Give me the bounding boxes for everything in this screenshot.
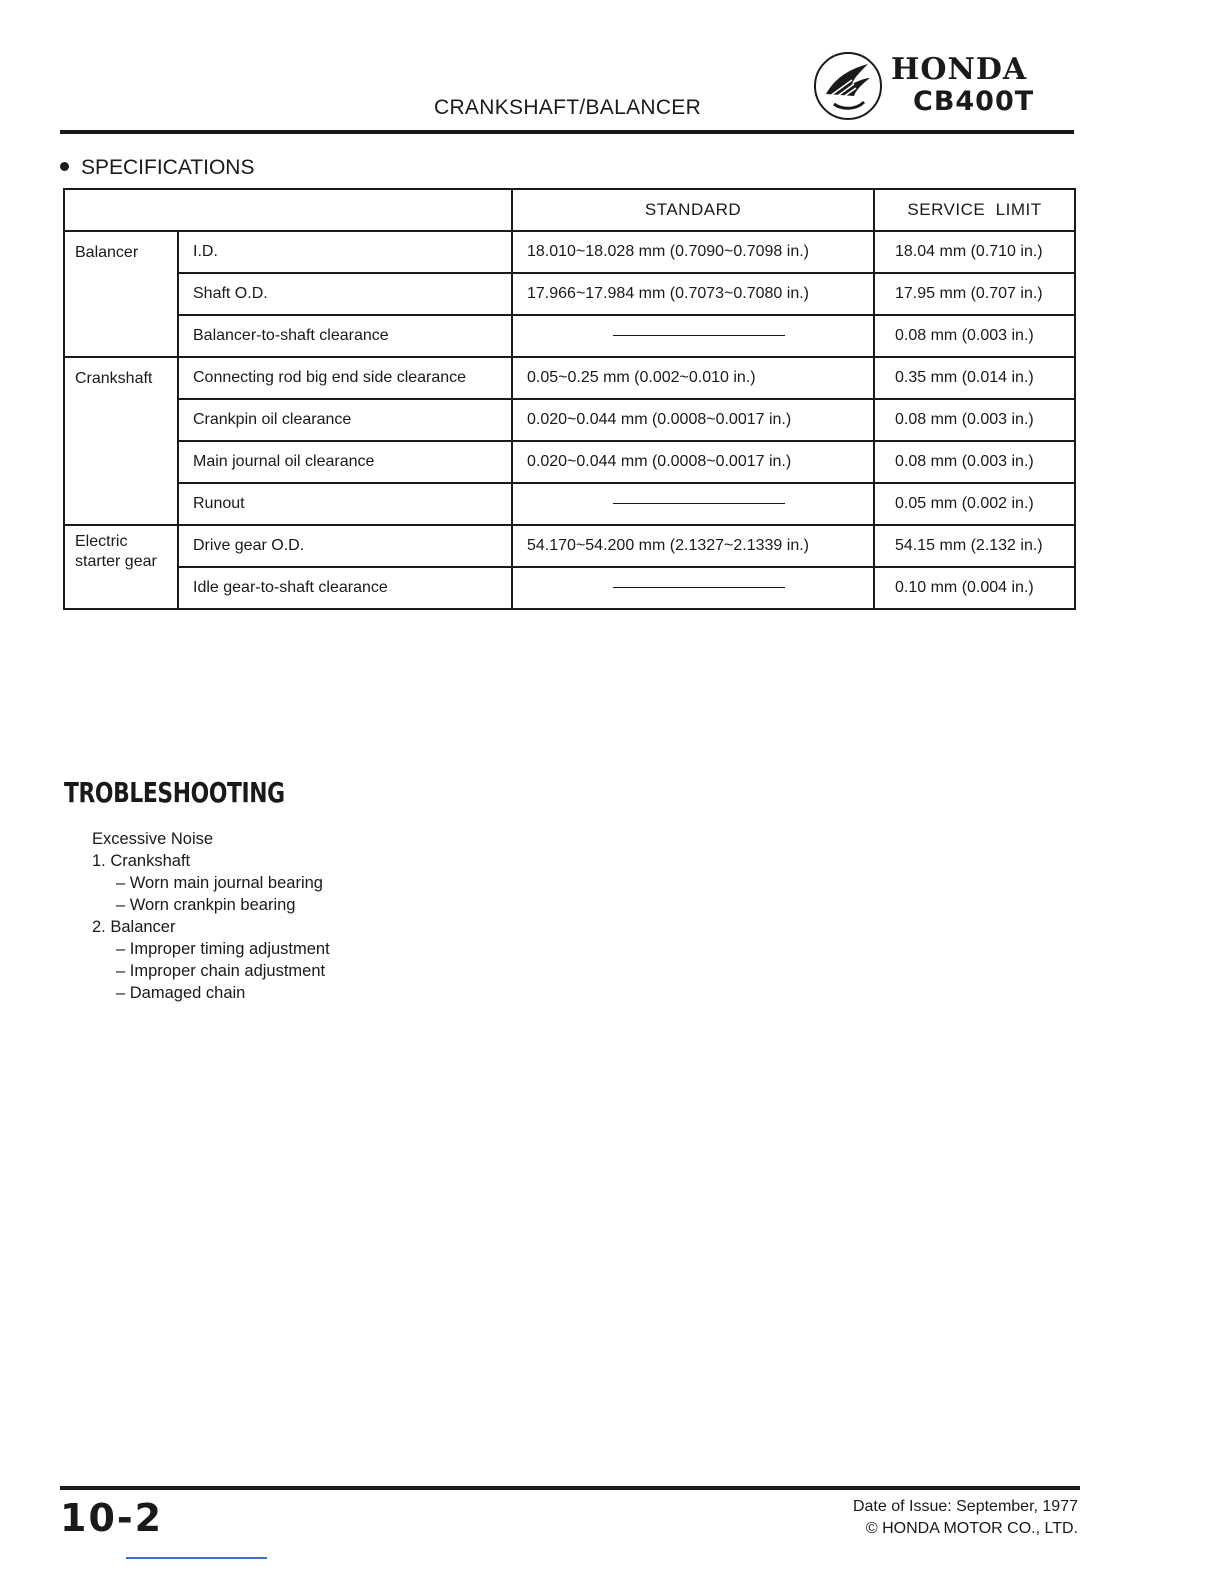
troubleshooting-list (92, 828, 330, 1004)
table-row (64, 483, 1075, 525)
honda-wing-emblem-icon (812, 50, 884, 122)
row-limit: 0.08 mm (0.003 in.) (874, 441, 1075, 483)
specifications-heading: SPECIFICATIONS (60, 156, 254, 180)
troubleshooting-heading: TROBLESHOOTING (64, 776, 285, 809)
dash-line (613, 335, 785, 336)
table-row (64, 357, 1075, 399)
row-item: Balancer-to-shaft clearance (178, 315, 512, 357)
dash-line (613, 587, 785, 588)
row-standard: 0.05~0.25 mm (0.002~0.010 in.) (512, 357, 874, 399)
column-header-item (64, 189, 512, 231)
table-row (64, 525, 1075, 567)
table-row (64, 399, 1075, 441)
group-balancer: Balancer (64, 231, 178, 357)
cause-item: – Improper timing adjustment (116, 940, 330, 958)
row-item: Crankpin oil clearance (178, 399, 512, 441)
header-rule (60, 130, 1074, 134)
date-of-issue: Date of Issue: September, 1977 (852, 1498, 1078, 1515)
row-item: Shaft O.D. (178, 273, 512, 315)
row-standard: 0.020~0.044 mm (0.0008~0.0017 in.) (512, 399, 874, 441)
list-item: 1. Crankshaft (92, 852, 191, 870)
specifications-table (63, 188, 1076, 610)
row-limit: 0.05 mm (0.002 in.) (874, 483, 1075, 525)
column-header-service-limit: SERVICE LIMIT (874, 189, 1075, 231)
row-standard-empty (512, 483, 874, 525)
row-item: Connecting rod big end side clearance (178, 357, 512, 399)
brand-name: HONDA (891, 52, 1028, 87)
group-electric-starter-gear: Electric starter gear (64, 525, 178, 609)
row-item: I.D. (178, 231, 512, 273)
copyright: © HONDA MOTOR CO., LTD. (865, 1520, 1078, 1537)
row-standard-empty (512, 315, 874, 357)
group-crankshaft: Crankshaft (64, 357, 178, 525)
blue-underline (126, 1557, 267, 1559)
table-row (64, 231, 1075, 273)
cause-item: – Improper chain adjustment (116, 962, 326, 980)
table-header-row (64, 189, 1075, 231)
section-title: CRANKSHAFT/BALANCER (434, 96, 702, 119)
row-standard-empty (512, 567, 874, 609)
row-limit: 17.95 mm (0.707 in.) (874, 273, 1075, 315)
row-standard: 17.966~17.984 mm (0.7073~0.7080 in.) (512, 273, 874, 315)
table-row (64, 315, 1075, 357)
issue-info (853, 1496, 1078, 1540)
cause-item: – Worn crankpin bearing (116, 896, 296, 914)
footer-rule (60, 1486, 1080, 1490)
row-limit: 54.15 mm (2.132 in.) (874, 525, 1075, 567)
row-standard: 18.010~18.028 mm (0.7090~0.7098 in.) (512, 231, 874, 273)
bullet-icon (60, 162, 69, 171)
row-limit: 0.08 mm (0.003 in.) (874, 315, 1075, 357)
cause-item: – Damaged chain (116, 984, 246, 1002)
column-header-standard: STANDARD (512, 189, 874, 231)
list-item: 2. Balancer (92, 918, 176, 936)
model-name: CB400T (913, 86, 1035, 117)
row-item: Main journal oil clearance (178, 441, 512, 483)
page-number: 10-2 (60, 1496, 164, 1540)
symptom: Excessive Noise (92, 830, 214, 848)
row-limit: 0.08 mm (0.003 in.) (874, 399, 1075, 441)
table-row (64, 567, 1075, 609)
row-standard: 54.170~54.200 mm (2.1327~2.1339 in.) (512, 525, 874, 567)
row-standard: 0.020~0.044 mm (0.0008~0.0017 in.) (512, 441, 874, 483)
row-limit: 0.35 mm (0.014 in.) (874, 357, 1075, 399)
row-item: Drive gear O.D. (178, 525, 512, 567)
row-item: Runout (178, 483, 512, 525)
row-limit: 18.04 mm (0.710 in.) (874, 231, 1075, 273)
row-item: Idle gear-to-shaft clearance (178, 567, 512, 609)
honda-logo (812, 50, 1082, 126)
row-limit: 0.10 mm (0.004 in.) (874, 567, 1075, 609)
cause-item: – Worn main journal bearing (116, 874, 323, 892)
table-row (64, 273, 1075, 315)
dash-line (613, 503, 785, 504)
table-row (64, 441, 1075, 483)
